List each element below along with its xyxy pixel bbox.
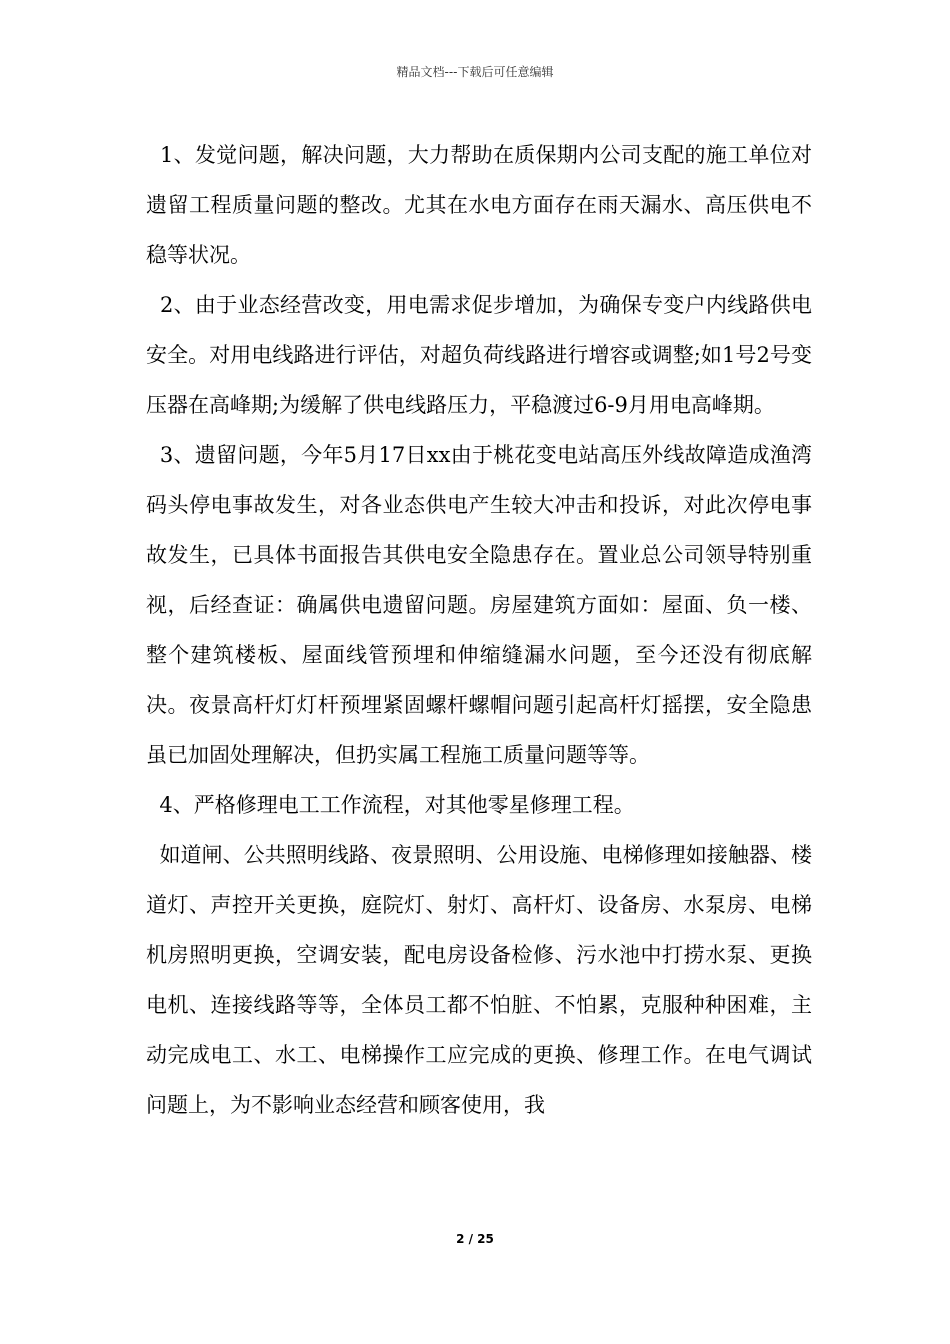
paragraph-3: 3、遗留问题，今年5月17日xx由于桃花变电站高压外线故障造成渔湾码头停电事故发生，对各业态供电产生较大冲击和投诉，对此次停电事故发生，已具体书面报告其供电安全隐患存在。置业总公司领导特别重视，后经查证：确属供电遗留问题。房屋建筑方面如：屋面、负一楼、整个建筑楼板、屋面线管预埋和伸缩缝漏水问题，至今还没有彻底解决。夜景高杆灯灯杆预埋紧固螺杆螺帽问题引起高杆灯摇摆，安全隐患虽已加固处理解决，但扔实属工程施工质量问题等等。 <box>146 443 812 767</box>
paragraph-4: 4、严格修理电工工作流程，对其他零星修理工程。 <box>146 793 635 817</box>
page-number: 2 / 25 <box>456 1232 494 1246</box>
document-body <box>146 130 812 1130</box>
paragraph-2: 2、由于业态经营改变，用电需求促步增加，为确保专变户内线路供电安全。对用电线路进行评估，对超负荷线路进行增容或调整;如1号2号变压器在高峰期;为缓解了供电线路压力，平稳渡过6-9月用电高峰期。 <box>146 293 812 417</box>
paragraph-5: 如道闸、公共照明线路、夜景照明、公用设施、电梯修理如接触器、楼道灯、声控开关更换，庭院灯、射灯、高杆灯、设备房、水泵房、电梯机房照明更换，空调安装，配电房设备检修、污水池中打捞水泵、更换电机、连接线路等等，全体员工都不怕脏、不怕累，克服种种困难，主动完成电工、水工、电梯操作工应完成的更换、修理工作。在电气调试问题上，为不影响业态经营和顾客使用，我 <box>146 843 812 1117</box>
page-header: 精品文档---下载后可任意编辑 <box>396 65 554 79</box>
paragraph-1: 1、发觉问题，解决问题，大力帮助在质保期内公司支配的施工单位对遗留工程质量问题的整改。尤其在水电方面存在雨天漏水、高压供电不稳等状况。 <box>146 143 812 267</box>
